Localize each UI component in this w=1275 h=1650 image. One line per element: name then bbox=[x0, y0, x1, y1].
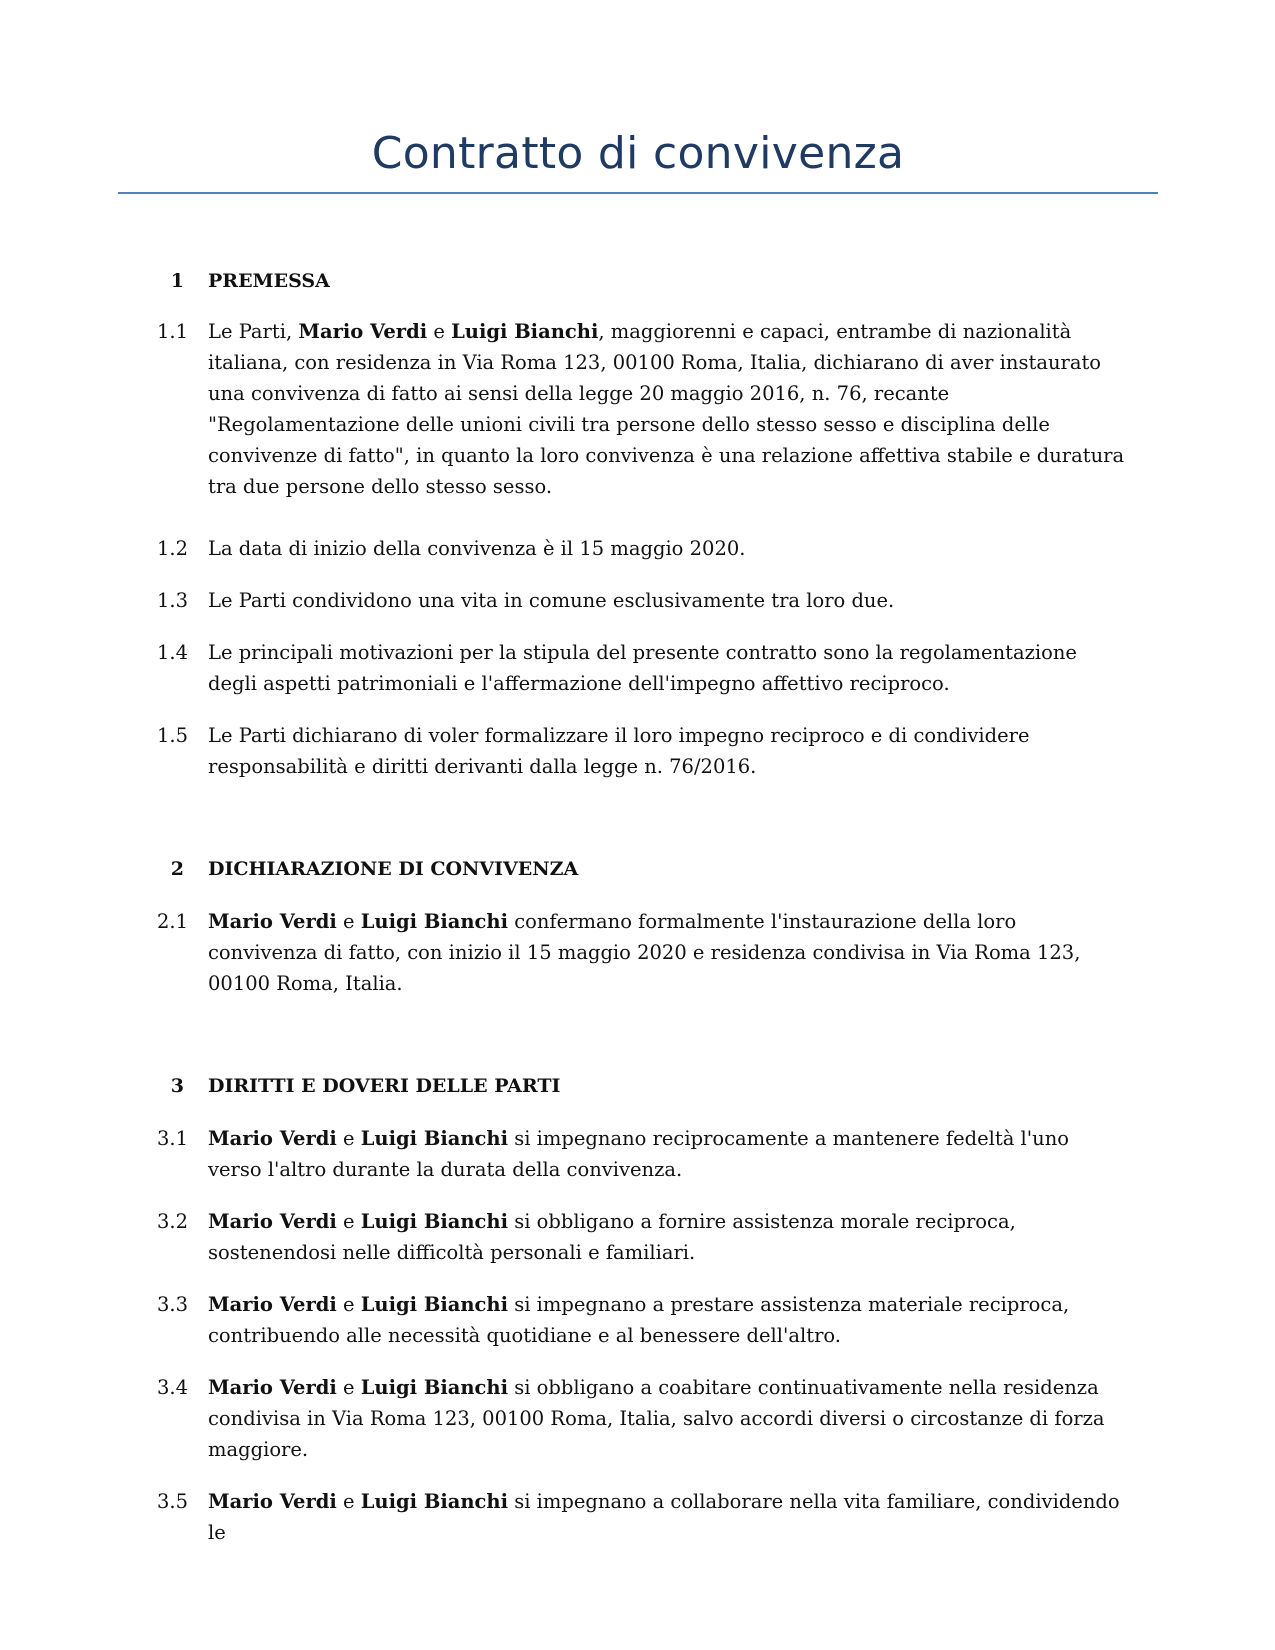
party-a-name: Mario Verdi bbox=[208, 1490, 337, 1513]
section-number: 2 bbox=[170, 858, 184, 880]
clause-text bbox=[208, 1289, 1128, 1351]
title-underline bbox=[118, 192, 1158, 194]
clause-text-post: si impegnano a collaborare nella vita familiare, condividendo le bbox=[208, 1490, 1120, 1544]
clause-text-pre: Le Parti, bbox=[208, 320, 299, 343]
section-number: 3 bbox=[170, 1075, 184, 1097]
clause-number: 3.1 bbox=[156, 1127, 188, 1150]
conjunction: e bbox=[342, 1127, 355, 1150]
section-title: DIRITTI E DOVERI DELLE PARTI bbox=[208, 1075, 561, 1097]
conjunction: e bbox=[342, 1210, 355, 1233]
clause-number: 1.1 bbox=[156, 320, 188, 343]
clause-text-post: , maggiorenni e capaci, entrambe di nazionalità italiana, con residenza in Via Roma 123, 00100 Roma, Italia, dichiarano di aver instaurato una convivenza di fatto ai sensi della legge 20 maggio 2016, n. 76, recante "Regolamentazione delle unioni civili tra persone dello stesso sesso e disciplina delle convivenze di fatto", in quanto la loro convivenza è una relazione affettiva stabile e duratura tra due persone dello stesso sesso. bbox=[208, 320, 1125, 498]
clause-text bbox=[208, 1372, 1128, 1465]
section-title: PREMESSA bbox=[208, 270, 330, 292]
clause-text bbox=[208, 906, 1128, 999]
clause-text-post: si obbligano a fornire assistenza morale reciproca, sostenendosi nelle difficoltà personali e familiari. bbox=[208, 1210, 1016, 1264]
clause-number: 1.3 bbox=[156, 589, 188, 612]
section-title: DICHIARAZIONE DI CONVIVENZA bbox=[208, 858, 579, 880]
clause-number: 1.4 bbox=[156, 641, 188, 664]
party-b-name: Luigi Bianchi bbox=[451, 320, 599, 343]
clause-number: 3.5 bbox=[156, 1490, 188, 1513]
clause-text-post: confermano formalmente l'instaurazione della loro convivenza di fatto, con inizio il 15 maggio 2020 e residenza condivisa in Via Roma 123, 00100 Roma, Italia. bbox=[208, 910, 1081, 995]
clause-text-post: si impegnano a prestare assistenza materiale reciproca, contribuendo alle necessità quotidiane e al benessere dell'altro. bbox=[208, 1293, 1070, 1347]
party-a-name: Mario Verdi bbox=[208, 1376, 337, 1399]
clause-text bbox=[208, 1486, 1128, 1548]
clause-number: 3.3 bbox=[156, 1293, 188, 1316]
party-a-name: Mario Verdi bbox=[298, 320, 428, 343]
clause-text bbox=[208, 1123, 1128, 1185]
clause-number: 2.1 bbox=[156, 910, 188, 933]
section-number: 1 bbox=[170, 270, 184, 292]
conjunction: e bbox=[433, 320, 445, 343]
clause-number: 3.2 bbox=[156, 1210, 188, 1233]
party-b-name: Luigi Bianchi bbox=[360, 1376, 509, 1399]
clause-text bbox=[208, 1206, 1128, 1268]
clause-text-post: si impegnano reciprocamente a mantenere fedeltà l'uno verso l'altro durante la durata della convivenza. bbox=[208, 1127, 1070, 1181]
conjunction: e bbox=[342, 1293, 355, 1316]
party-a-name: Mario Verdi bbox=[208, 910, 337, 933]
conjunction: e bbox=[342, 910, 355, 933]
conjunction: e bbox=[342, 1376, 355, 1399]
clause-text-post: si obbligano a coabitare continuativamente nella residenza condivisa in Via Roma 123, 00100 Roma, Italia, salvo accordi diversi o circostanze di forza maggiore. bbox=[208, 1376, 1105, 1461]
conjunction: e bbox=[342, 1490, 355, 1513]
clause-number: 1.2 bbox=[156, 537, 188, 560]
party-b-name: Luigi Bianchi bbox=[360, 1490, 509, 1513]
clause-text: Le principali motivazioni per la stipula del presente contratto sono la regolamentazione degli aspetti patrimoniali e l'affermazione dell'impegno affettivo reciproco. bbox=[208, 641, 1077, 695]
party-b-name: Luigi Bianchi bbox=[360, 1127, 509, 1150]
clause-text: La data di inizio della convivenza è il 15 maggio 2020. bbox=[208, 537, 746, 560]
party-a-name: Mario Verdi bbox=[208, 1210, 337, 1233]
party-a-name: Mario Verdi bbox=[208, 1127, 337, 1150]
clause-text: Le Parti dichiarano di voler formalizzare il loro impegno reciproco e di condividere responsabilità e diritti derivanti dalla legge n. 76/2016. bbox=[208, 724, 1030, 778]
clause-text bbox=[208, 316, 1128, 502]
party-b-name: Luigi Bianchi bbox=[360, 1210, 509, 1233]
clause-number: 3.4 bbox=[156, 1376, 188, 1399]
clause-text: Le Parti condividono una vita in comune esclusivamente tra loro due. bbox=[208, 589, 895, 612]
party-b-name: Luigi Bianchi bbox=[360, 1293, 509, 1316]
document-title: Contratto di convivenza bbox=[371, 128, 905, 179]
party-b-name: Luigi Bianchi bbox=[360, 910, 509, 933]
clause-number: 1.5 bbox=[156, 724, 188, 747]
party-a-name: Mario Verdi bbox=[208, 1293, 337, 1316]
